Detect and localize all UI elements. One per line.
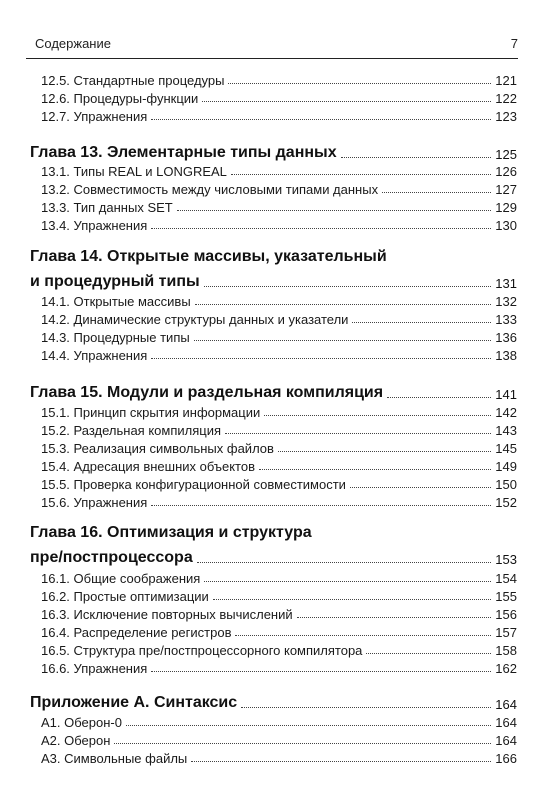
toc-entry[interactable] [41,213,517,233]
toc-chapter-title-line1[interactable]: Глава 16. Оптимизация и структура [30,524,312,541]
toc-entry[interactable] [41,728,517,748]
toc-chapter[interactable] [30,380,517,402]
toc-entry-label: 15.2. Раздельная компиляция [41,423,222,438]
leader-dots [264,415,491,416]
toc-chapter-page: 125 [495,147,517,162]
toc-entry-page: 142 [495,405,517,420]
toc-entry-label: 12.6. Процедуры-функции [41,91,199,106]
toc-chapter-page: 164 [495,697,517,712]
toc-entry-page: 162 [495,661,517,676]
toc-chapter-title: пре/постпроцессора [30,549,193,566]
toc-chapter-page: 153 [495,552,517,567]
toc-entry-page: 136 [495,330,517,345]
toc-entry-page: 150 [495,477,517,492]
toc-chapter-title: Приложение А. Синтаксис [30,694,238,711]
toc-entry-page: 129 [495,200,517,215]
toc-entry[interactable] [41,490,517,510]
toc-entry-page: 123 [495,109,517,124]
toc-entry-label: А2. Оберон [41,733,111,748]
toc-entry[interactable] [41,289,517,309]
toc-chapter[interactable] [30,690,517,712]
leader-dots [297,617,492,618]
toc-entry-page: 154 [495,571,517,586]
toc-entry[interactable] [41,86,517,106]
toc-entry[interactable] [41,159,517,179]
toc-entry-page: 158 [495,643,517,658]
leader-dots [202,101,491,102]
toc-chapter[interactable] [30,269,517,291]
leader-dots [191,761,491,762]
page-number: 7 [510,36,518,51]
toc-entry-label: 14.3. Процедурные типы [41,330,190,345]
leader-dots [278,451,491,452]
toc-entry-page: 133 [495,312,517,327]
toc-chapter-page: 131 [495,276,517,291]
toc-entry-page: 138 [495,348,517,363]
toc-entry-page: 143 [495,423,517,438]
toc-entry[interactable] [41,343,517,363]
leader-dots [151,228,491,229]
toc-entry-label: 16.1. Общие соображения [41,571,201,586]
running-head-title: Содержание [35,36,111,51]
leader-dots [213,599,491,600]
toc-entry-label: 15.1. Принцип скрытия информации [41,405,261,420]
toc-entry-page: 149 [495,459,517,474]
toc-entry-page: 145 [495,441,517,456]
leader-dots [382,192,491,193]
toc-chapter-title: Глава 15. Модули и раздельная компиляция [30,384,384,401]
toc-entry-label: 16.2. Простые оптимизации [41,589,209,604]
leader-dots [204,286,492,287]
toc-entry[interactable] [41,325,517,345]
toc-chapter-title: Глава 13. Элементарные типы данных [30,144,337,161]
leader-dots [126,725,491,726]
leader-dots [151,358,491,359]
toc-entry-label: 15.6. Упражнения [41,495,148,510]
toc-entry-label: 15.5. Проверка конфигурационной совместимости [41,477,346,492]
leader-dots [204,581,491,582]
leader-dots [151,505,491,506]
toc-entry[interactable] [41,620,517,640]
toc-entry-label: 14.2. Динамические структуры данных и указатели [41,312,349,327]
toc-entry[interactable] [41,177,517,197]
leader-dots [194,340,492,341]
toc-entry-page: 155 [495,589,517,604]
toc-entry-label: 16.3. Исключение повторных вычислений [41,607,293,622]
toc-chapter-title-line1[interactable]: Глава 14. Открытые массивы, указательный [30,248,387,265]
toc-entry[interactable] [41,68,517,88]
toc-entry-label: 13.2. Совместимость между числовыми типами данных [41,182,379,197]
toc-entry-label: А3. Символьные файлы [41,751,188,766]
leader-dots [177,210,492,211]
toc-entry-label: 14.1. Открытые массивы [41,294,191,309]
leader-dots [151,119,491,120]
toc-entry-page: 166 [495,751,517,766]
leader-dots [195,304,492,305]
toc-entry-page: 156 [495,607,517,622]
toc-entry[interactable] [41,436,517,456]
toc-entry[interactable] [41,602,517,622]
toc-entry-page: 130 [495,218,517,233]
toc-entry[interactable] [41,307,517,327]
leader-dots [228,83,491,84]
toc-entry[interactable] [41,400,517,420]
leader-dots [350,487,491,488]
toc-entry-page: 127 [495,182,517,197]
leader-dots [259,469,491,470]
toc-entry-page: 157 [495,625,517,640]
toc-entry[interactable] [41,104,517,124]
leader-dots [387,397,491,398]
leader-dots [366,653,491,654]
toc-entry-page: 164 [495,715,517,730]
toc-entry-page: 126 [495,164,517,179]
toc-entry-label: 15.3. Реализация символьных файлов [41,441,274,456]
leader-dots [151,671,491,672]
toc-entry-label: 16.5. Структура пре/постпроцессорного компилятора [41,643,363,658]
toc-entry-label: 12.7. Упражнения [41,109,148,124]
toc-entry-label: 16.4. Распределение регистров [41,625,232,640]
toc-entry-page: 164 [495,733,517,748]
toc-entry-label: 15.4. Адресация внешних объектов [41,459,256,474]
toc-entry[interactable] [41,195,517,215]
toc-entry[interactable] [41,638,517,658]
toc-entry-label: 14.4. Упражнения [41,348,148,363]
toc-entry-page: 122 [495,91,517,106]
leader-dots [114,743,491,744]
header-rule [26,58,518,59]
toc-entry[interactable] [41,656,517,676]
toc-entry-label: 16.6. Упражнения [41,661,148,676]
leader-dots [235,635,491,636]
toc-entry-label: 13.1. Типы REAL и LONGREAL [41,164,227,179]
running-head [26,36,518,54]
leader-dots [231,174,491,175]
toc-entry[interactable] [41,418,517,438]
toc-entry-label: А1. Оберон-0 [41,715,122,730]
toc-entry[interactable] [41,746,517,766]
toc-entry-label: 12.5. Стандартные процедуры [41,73,225,88]
leader-dots [352,322,491,323]
leader-dots [241,707,491,708]
toc-entry[interactable] [41,454,517,474]
toc-entry-page: 132 [495,294,517,309]
toc-entry[interactable] [41,584,517,604]
toc-entry-page: 152 [495,495,517,510]
toc-entry[interactable] [41,472,517,492]
leader-dots [197,562,492,563]
toc-entry[interactable] [41,566,517,586]
toc-chapter[interactable] [30,545,517,567]
toc-entry[interactable] [41,710,517,730]
leader-dots [225,433,491,434]
leader-dots [341,157,492,158]
toc-entry-page: 121 [495,73,517,88]
toc-chapter-page: 141 [495,387,517,402]
toc-chapter-title: и процедурный типы [30,273,200,290]
toc-entry-label: 13.4. Упражнения [41,218,148,233]
toc-entry-label: 13.3. Тип данных SET [41,200,173,215]
